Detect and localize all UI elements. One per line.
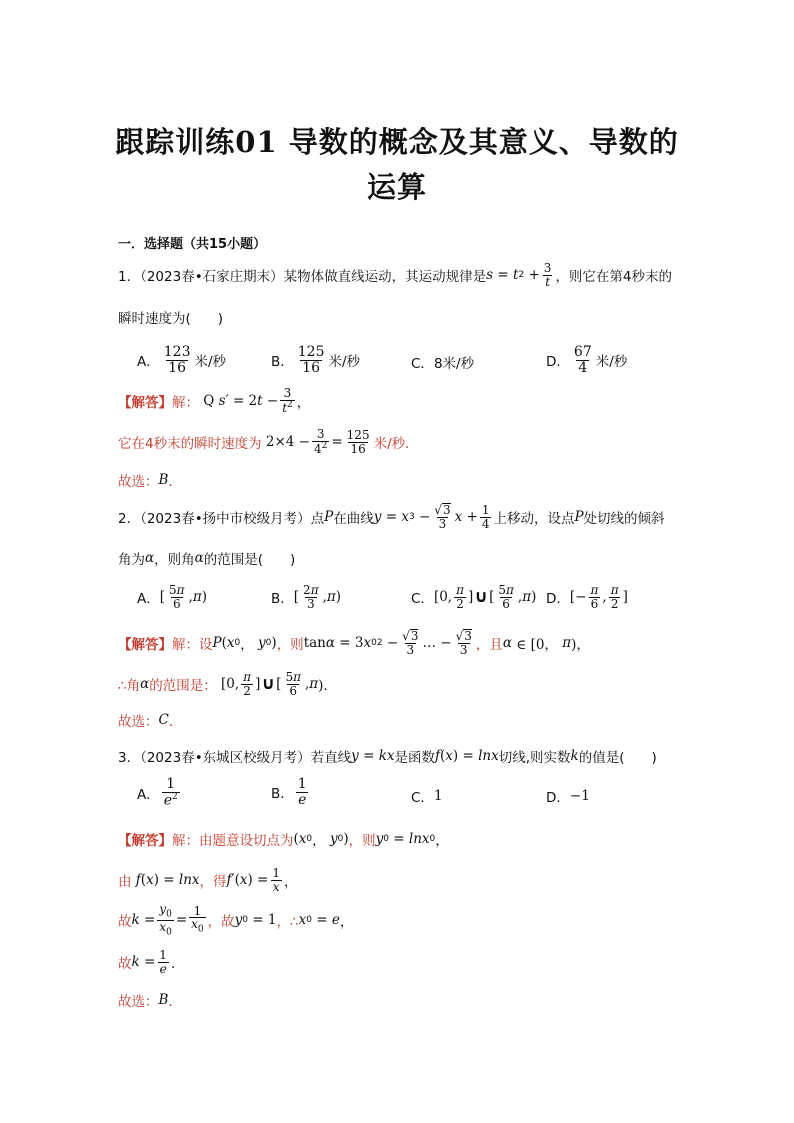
q3-stem: 3．（2023春•东城区校级月考）若直线 y = kx 是函数 f ( x ) = lnx 切线,则实数 k 的值是( ) bbox=[118, 748, 657, 766]
q3-answer-line3: 故 k = $\frac{y_0}{x_0}$ = $\frac{1}{x_0}$ ，故 y 0 = 1 ，∴ x 0 = e ， bbox=[118, 901, 354, 937]
q3-choose: 故选： B ． bbox=[118, 992, 182, 1010]
q3-answer-line4: 故 k = $\frac{1}{e}$ ． bbox=[118, 947, 185, 976]
q2-line2: 角为 α ，则角 α 的范围是( ) bbox=[118, 550, 296, 568]
q3-option-b[interactable]: B． $\frac{1}{e}$ bbox=[271, 776, 307, 808]
q1-fraction: $\frac{3}{t}$ bbox=[543, 260, 552, 289]
q1-choose: 故选： B ． bbox=[118, 472, 182, 490]
q2-option-b[interactable]: B． [ $\frac{2\pi}{3}$ , π ) bbox=[271, 583, 342, 611]
q1-answer-line2: 它在4秒末的瞬时速度为 2×4 − $\frac{3}{4^2}$ = $\frac{125}{16}$ 米/秒． bbox=[118, 427, 419, 456]
q2-option-c[interactable]: C． [0, $\frac{\pi}{2}$ ] ∪ [ $\frac{5\pi}{6}$ , π ) bbox=[411, 583, 537, 611]
q1-option-d[interactable]: D． $\frac{67}{4}$ 米/秒 bbox=[546, 344, 628, 376]
q2-stem: 2．（2023春•扬中市校级月考）点 P 在曲线 y = x 3 − $\frac{√3}{3}$ x + $\frac{1}{4}$ 上移动，设点 P 处切线的倾斜 bbox=[118, 502, 665, 531]
q1-prefix: 1．（2023春•石家庄期末）某物体做直线运动，其运动规律是 bbox=[118, 269, 487, 285]
q1-suffix: ，则它在第4秒末的 bbox=[555, 269, 673, 285]
q2-answer: 【解答】 解：设 P ( x 0 ， y 0 ) ，则 tan α = 3 x 0 2 − $\frac{√3}{3}$ … − $\frac{√3}{3}$ ，且 α ∈ [0， π )， bbox=[118, 629, 590, 657]
q1-line2: 瞬时速度为( ) bbox=[118, 311, 224, 327]
q1-option-b[interactable]: B． $\frac{125}{16}$ 米/秒 bbox=[271, 344, 361, 376]
q3-option-d[interactable]: D． −1 bbox=[546, 788, 590, 806]
q3-answer: 【解答】 解：由题意设切点为 ( x 0 ， y 0 ) ，则 y 0 = lnx 0 ， bbox=[118, 831, 449, 849]
q1-answer: 【解答】 解： Q s ′ = 2 t − $\frac{3}{t^2}$ ， bbox=[118, 386, 311, 415]
q2-choose: 故选： C ． bbox=[118, 712, 183, 730]
q3-option-c[interactable]: C． 1 bbox=[411, 788, 443, 806]
section-heading: 一．选择题（共15小题） bbox=[118, 237, 267, 252]
q2-option-d[interactable]: D． [− $\frac{\pi}{6}$ , $\frac{\pi}{2}$ ] bbox=[546, 583, 628, 611]
q1-option-c[interactable]: C． 8米/秒 bbox=[411, 356, 475, 372]
q2-option-a[interactable]: A． [ $\frac{5\pi}{6}$ , π ) bbox=[137, 583, 208, 611]
q3-option-a[interactable]: A． $\frac{1}{e^2}$ bbox=[137, 776, 178, 809]
q1-option-a[interactable]: A． $\frac{123}{16}$ 米/秒 bbox=[137, 344, 227, 376]
q2-answer-line2: ∴角 α 的范围是： [0, $\frac{\pi}{2}$ ] ∪ [ $\frac{5\pi}{6}$ , π )． bbox=[118, 669, 337, 698]
q3-answer-line2: 由 f ( x ) = lnx ，得 f ′( x ) = $\frac{1}{x}$ ， bbox=[118, 865, 298, 894]
page-title-line2: 运算 bbox=[366, 170, 427, 204]
page-title-line1: 跟踪训练01 导数的概念及其意义、导数的 bbox=[115, 125, 679, 159]
q1-stem: 1．（2023春•石家庄期末）某物体做直线运动，其运动规律是 s = t 2 + $\frac{3}{t}$ ，则它在第4秒末的 bbox=[118, 260, 673, 289]
